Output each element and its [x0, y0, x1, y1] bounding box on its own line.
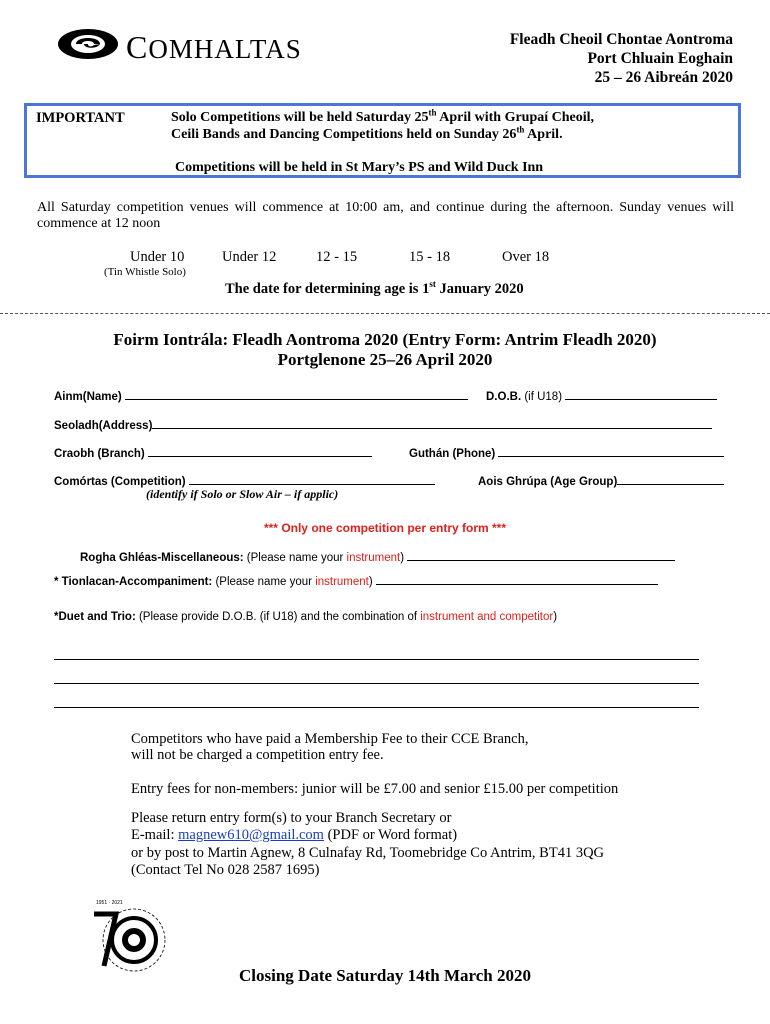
- entry-fees: Entry fees for non-members: junior will be £7.00 and senior £15.00 per competition: [131, 781, 619, 797]
- dob-label: D.O.B.: [486, 391, 522, 403]
- misc-field-row: Rogha Ghléas-Miscellaneous: (Please name your instrument): [80, 549, 675, 564]
- misc-label: Rogha Ghléas-Miscellaneous:: [80, 552, 244, 564]
- accompaniment-instrument-input[interactable]: [376, 573, 658, 585]
- venues-text: All Saturday competition venues will commence at 10:00 am, and continue during the afternoon. Sunday venues will commence at 12 noon: [37, 200, 734, 231]
- competition-hint: (identify if Solo or Slow Air – if applic): [146, 487, 339, 501]
- age-group-12-15: 12 - 15: [316, 249, 358, 265]
- age-group-under12: Under 12: [222, 249, 277, 265]
- competition-input[interactable]: [189, 473, 435, 485]
- dob-input[interactable]: [565, 388, 717, 400]
- age-group-label: Aois Ghrúpa (Age Group): [478, 476, 618, 488]
- email-link[interactable]: magnew610@gmail.com: [178, 827, 324, 843]
- closing-date: Closing Date Saturday 14th March 2020: [239, 966, 531, 985]
- accompaniment-field-row: * Tionlacan-Accompaniment: (Please name your instrument): [54, 573, 658, 588]
- duet-trio-line-1[interactable]: [54, 659, 699, 660]
- header-line2: Port Chluain Eoghain: [587, 50, 733, 67]
- comhaltas-logo-icon: [58, 26, 128, 62]
- membership-line2: will not be charged a competition entry fee.: [131, 747, 384, 763]
- branch-label: Craobh (Branch): [54, 448, 145, 460]
- duet-trio-line-2[interactable]: [54, 683, 699, 684]
- cut-line-divider: [0, 313, 770, 314]
- competition-field-row: Comórtas (Competition): [54, 473, 435, 488]
- header-line1: Fleadh Cheoil Chontae Aontroma: [509, 31, 733, 48]
- duet-trio-line-3[interactable]: [54, 707, 699, 708]
- phone-input[interactable]: [498, 445, 724, 457]
- one-per-form-note: *** Only one competition per entry form ***: [263, 521, 507, 535]
- misc-instrument-input[interactable]: [407, 549, 675, 561]
- name-field-row: [54, 388, 468, 403]
- email-line: E-mail: magnew610@gmail.com (PDF or Word format): [131, 827, 458, 843]
- age-date-note: The date for determining age is 1st January 2020: [225, 279, 524, 297]
- duet-trio-label: *Duet and Trio:: [54, 611, 136, 623]
- age-group-field-row: [478, 473, 724, 488]
- important-line2: Ceili Bands and Dancing Competitions held on Sunday 26th April.: [171, 124, 563, 142]
- age-group-under10: Under 10: [130, 249, 185, 265]
- name-input[interactable]: [125, 388, 468, 400]
- brand-wordmark: COMHALTAS: [126, 29, 302, 65]
- age-group-input[interactable]: [617, 473, 724, 485]
- important-label: IMPORTANT: [36, 110, 125, 126]
- duet-trio-row: *Duet and Trio: (Please provide D.O.B. (if U18) and the combination of instrument and competitor): [54, 611, 558, 623]
- header-line3: 25 – 26 Aibreán 2020: [594, 69, 733, 86]
- event-header: [510, 30, 733, 87]
- accompaniment-label: * Tionlacan-Accompaniment:: [54, 576, 213, 588]
- svg-text:1951 · 2021: 1951 · 2021: [96, 900, 123, 906]
- contact-phone: (Contact Tel No 028 2587 1695): [131, 862, 320, 878]
- address-field-row: [54, 417, 712, 432]
- address-input[interactable]: [152, 417, 712, 429]
- branch-field-row: [54, 445, 372, 460]
- membership-line1: Competitors who have paid a Membership Fee to their CCE Branch,: [131, 731, 529, 747]
- return-instructions: Please return entry form(s) to your Branch Secretary or: [131, 810, 452, 826]
- age-group-over18: Over 18: [502, 249, 550, 265]
- address-label: Seoladh(Address): [54, 420, 153, 432]
- important-line1: Solo Competitions will be held Saturday 25th April with Grupaí Cheoil,: [171, 107, 595, 125]
- age-group-15-18: 15 - 18: [409, 249, 451, 265]
- phone-field-row: Guthán (Phone): [409, 445, 724, 460]
- important-line3: Competitions will be held in St Mary’s PS and Wild Duck Inn: [175, 160, 544, 175]
- form-subtitle: Portglenone 25–26 April 2020: [277, 350, 493, 369]
- form-title: Foirm Iontrála: Fleadh Aontroma 2020 (Entry Form: Antrim Fleadh 2020): [113, 330, 657, 349]
- postal-address: or by post to Martin Agnew, 8 Culnafay Rd, Toomebridge Co Antrim, BT41 3QG: [131, 845, 605, 861]
- tin-whistle-note: (Tin Whistle Solo): [104, 266, 186, 278]
- branch-input[interactable]: [148, 445, 372, 457]
- dob-field-row: D.O.B. (if U18): [486, 388, 717, 403]
- name-label: Ainm(Name): [54, 391, 122, 403]
